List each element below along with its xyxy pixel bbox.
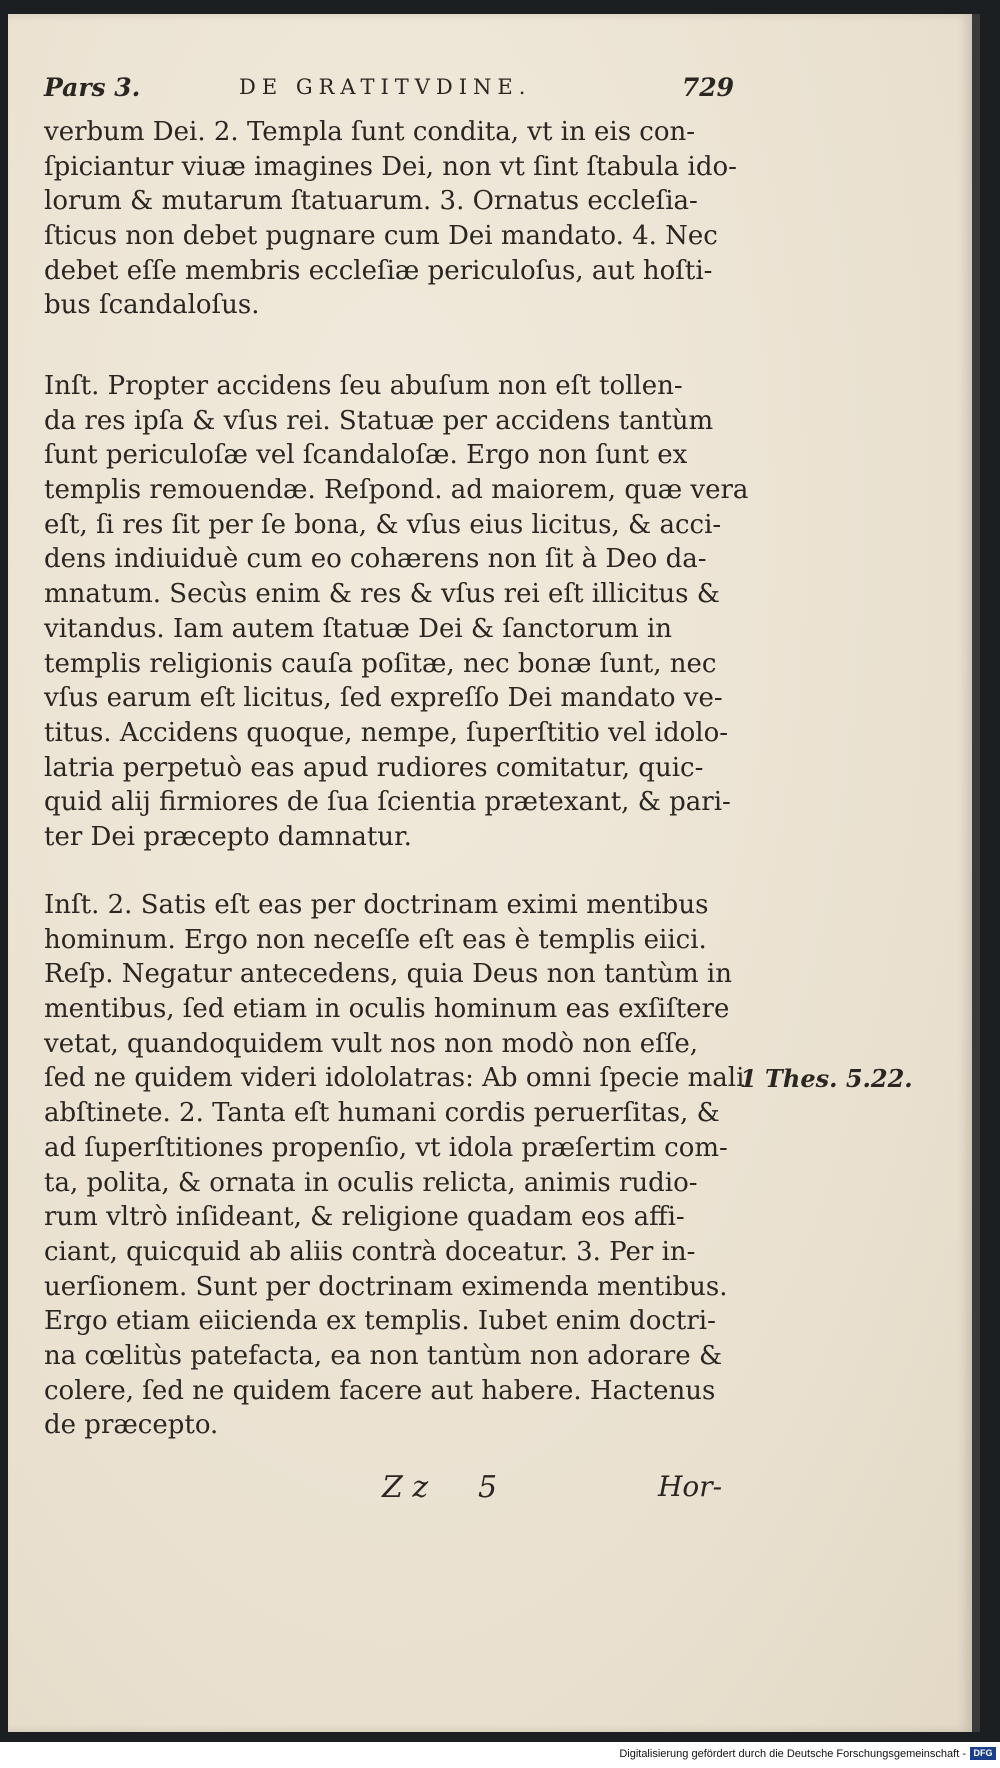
text-line: eſt, ſi res ſit per ſe bona, & vſus eius licitus, & acci- [44,509,722,540]
text-line: vitandus. Iam autem ſtatuæ Dei & ſanctorum in [44,613,673,644]
text-line: hominum. Ergo non neceſſe eſt eas è templis eiici. [44,924,707,955]
paragraph-1 [44,115,737,323]
page-edge [972,14,980,1732]
running-header [44,73,734,107]
text-line: verbum Dei. 2. Templa ſunt condita, vt in eis con- [44,117,696,147]
dfg-logo: DFG [970,1747,996,1760]
text-line: dens indiuiduè cum eo cohærens non ſit à Deo da- [44,544,707,575]
text-line: vſus earum eſt licitus, ſed expreſſo Dei mandato ve- [44,683,723,714]
text-line: Inſt. 2. Satis eſt eas per doctrinam eximi mentibus [44,890,709,920]
text-line: uerſionem. Sunt per doctrinam eximenda mentibus. [44,1271,728,1302]
signature-number: 5 [478,1470,498,1505]
signature-mark: Z z [382,1470,429,1505]
text-line: ta, polita, & ornata in oculis relicta, animis rudio- [44,1167,698,1198]
page-number: 729 [681,73,734,102]
catchword: Hor- [658,1470,723,1503]
footer-credit: Digitalisierung gefördert durch die Deutsche Forschungsgemeinschaft - [619,1748,966,1760]
header-title: DE GRATITVDINE. [239,75,532,99]
text-line: abſtinete. 2. Tanta eſt humani cordis peruerſitas, & [44,1098,720,1129]
text-line: ſpiciantur viuæ imagines Dei, non vt ſint ſtabula ido- [44,151,737,182]
text-line: rum vltrò inſideant, & religione quadam eos affi- [44,1202,685,1233]
text-line: ſticus non debet pugnare cum Dei mandato. 4. Nec [44,221,718,252]
text-line: colere, ſed ne quidem facere aut habere. Hactenus [44,1375,716,1406]
text-line: templis remouendæ. Reſpond. ad maiorem, quæ vera [44,475,749,506]
text-line: lorum & mutarum ſtatuarum. 3. Ornatus eccleſia- [44,186,698,217]
text-line: quid alij firmiores de ſua ſcientia prætexant, & pari- [44,787,731,818]
text-line: bus ſcandaloſus. [44,290,260,321]
text-line: templis religionis cauſa poſitæ, nec bonæ ſunt, nec [44,648,717,679]
paragraph-2 [44,369,749,855]
text-line: titus. Accidens quoque, nempe, ſuperſtitio vel idolo- [44,717,729,748]
text-line: ter Dei præcepto damnatur. [44,821,412,852]
text-line: mnatum. Secùs enim & res & vſus rei eſt illicitus & [44,579,720,610]
text-line: latria perpetuò eas apud rudiores comitatur, quic- [44,752,704,783]
text-line: mentibus, ſed etiam in oculis hominum eas exſiſtere [44,994,730,1025]
text-line: de præcepto. [44,1410,219,1441]
text-line: ad ſuperſtitiones propenſio, vt idola præſertim com- [44,1132,728,1163]
text-line: na cœlitùs patefacta, ea non tantùm non adorare & [44,1340,723,1371]
text-line: ſunt periculoſæ vel ſcandaloſæ. Ergo non ſunt ex [44,440,688,471]
text-line: ſed ne quidem videri idololatras: Ab omni ſpecie mali [44,1063,745,1094]
text-line: vetat, quandoquidem vult nos non modò non eſſe, [44,1028,699,1059]
header-part: Pars 3. [44,73,141,102]
text-line: Reſp. Negatur antecedens, quia Deus non tantùm in [44,959,732,990]
paragraph-3 [44,888,745,1443]
text-line: Inſt. Propter accidens ſeu abuſum non eſt tollen- [44,371,683,401]
text-line: debet eſſe membris eccleſiæ periculoſus, aut hoſti- [44,255,713,286]
text-line: Ergo etiam eiicienda ex templis. Iubet enim doctri- [44,1306,716,1337]
text-line: ciant, quicquid ab aliis contrà doceatur. 3. Per in- [44,1236,696,1267]
margin-reference: 1 Thes. 5.22. [740,1064,913,1093]
text-line: da res ipſa & vſus rei. Statuæ per accidens tantùm [44,405,714,436]
